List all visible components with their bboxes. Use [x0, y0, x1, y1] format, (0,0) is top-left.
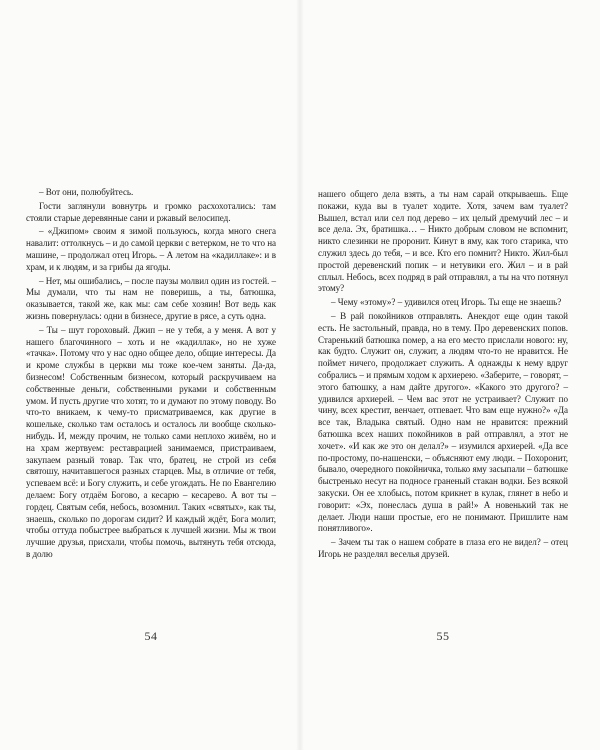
left-paragraph-5: – Ты – шут гороховый. Джип – не у тебя, а у меня. А вот у нашего благочинного – хоть и не «кадиллак», но не хуже «тачка». Потому что у нас одно общее дело, общие интересы. Да и кроме службы в церкви мы тоже кое-чем заняты. Да-да, бизнесом! Собственным бизнесом, который раскручиваем на собственные деньги, собственными руками и собственным умом. И пусть другие что хотят, то и думают по этому поводу. Во что-то вникаем, к чему-то присматриваемся, как другие в кошельке, сколько там осталось и осталось ли вообще сколько-нибудь. И, между прочим, не только сами неплохо живём, но и на храм жертвуем: реставрацией занимаемся, пристраиваем, закупаем разный товар. Так что, братец, не строй из себя святошу, начитавшегося разных старцев. Мы, в отличие от тебя, успеваем всё: и Богу служить, и себе угождать. Не по Евангелию делаем: Богу отдаём Богово, а кесарю – кесарево. А вот ты – гордец. Святым себя, небось, возомнил. Таких «святых», как ты, знаешь, сколько по дорогам сидит? И каждый ждёт, Бога молит, чтобы оттуда побыстрее выбраться к лучшей жизни. Мы ж твои лучшие друзья, присхали, чтобы помочь, вытянуть тебя отсюда, в долю [26, 324, 276, 559]
left-paragraph-1: – Вот они, полюбуйтесь. [39, 187, 134, 197]
book-gutter [296, 0, 304, 750]
right-page [318, 189, 568, 643]
right-paragraph-4: – Зачем ты так о нашем собрате в глаза его не видел? – отец Игорь не разделял веселья друзей. [318, 537, 568, 559]
right-paragraph-2: – Чему «этому»? – удивился отец Игорь. Ты еще не знаешь? [331, 297, 562, 308]
left-page [26, 187, 276, 643]
left-paragraph-4: – Нет, мы ошибались, – после паузы молвил один из гостей. – Мы думали, что ты нам не поверишь, а ты, батюшка, оказывается, такой же, как мы: сам себе хозяин! Вот ведь как жизнь повернулась: одни в бизнесе, другие в рясе, а суть одна. [26, 275, 276, 321]
left-paragraph-2: Гости заглянули вовнутрь и громко расхохотались: там стояли старые деревянные сани и ржавый велосипед. [26, 200, 276, 223]
right-paragraph-3: – В рай покойников отправлять. Анекдот еще один такой есть. Не застольный, правда, но в тему. Про деревенских попов. Старенький батюшка помер, а на его место прислали нового: ну, как будто. Служит он, служит, а людям что-то не нравится. Не поймет ничего, продолжает служить. А однажды к нему вдруг собрались – и прямым ходом к архиерею. «Заберите, – говорят, – этого батюшку, а нам дайте другого». «Какого это другого? – удивился архиерей. – Чем вас этот не устраивает? Служит по чину, всех крестит, венчает, отпевает. Что вам еще нужно?» «Да все так, Владыка святый. Одно нам не нравится: прежний батюшка всех наших покойников в рай отправлял, а этот не хочет». «И как же это он делал?» – изумился архиерей. «Да все по-простому, по-нашенски, – объясняют ему люди. – Похоронит, бывало, очередного покойничка, только яму засыпали – батюшке быстренько несут на подносе граненый стакан водки. Без всякой закуски. Он ее хлобысь, потом крикнет в кулак, глянет в небо и говорит: «Эх, понеслась душа в рай!» А новенький так не делает. Люди наши простые, его не понимают. Пришлите нам понятливого». [318, 310, 568, 534]
left-paragraph-3: – «Джипом» своим я зимой пользуюсь, когда много снега навалит: оттолкнусь – и до самой церкви с ветерком, не то что на машине, – продолжал отец Игорь. – А летом на «кадиллаке»: и в храм, и к людям, и за грибы да ягоды. [26, 226, 276, 272]
right-page-number: 55 [436, 629, 450, 643]
left-page-number: 54 [144, 629, 158, 643]
right-paragraph-1: нашего общего дела взять, а ты нам сарай открываешь. Еще покажи, куда вы в туалет ходите. Хотя, зачем вам туалет? Вышел, встал или сел под дерево – их целый дремучий лес – и все дела. Эх, братишка… – Никто добрым словом не вспомнит, никто слезинки не проронит. Кинут в яму, как того старика, что служил здесь до тебя, – и все. Кто его помнит? Никто. Жил-был простой деревенский попик – и нетувики его. Жил – и в рай сплыл. Небось, всех подряд в рай отправлял, а ты на что потянул этому? [318, 189, 568, 294]
